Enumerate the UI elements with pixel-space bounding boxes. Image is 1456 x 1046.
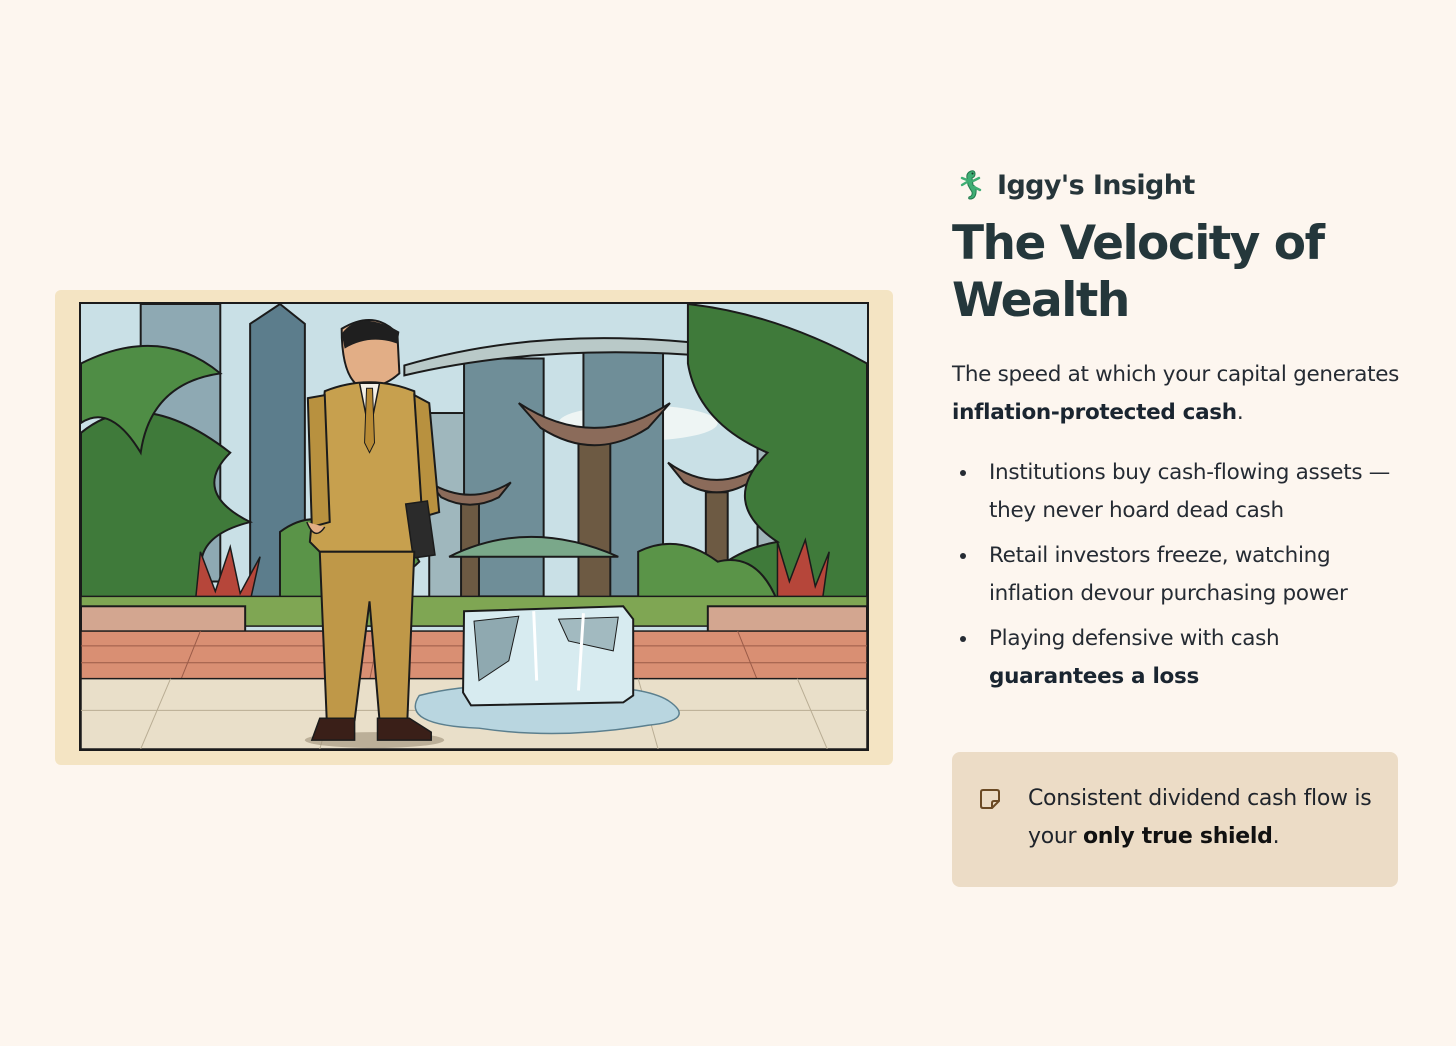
bullet-text: Retail investors freeze, watching inflation devour purchasing power <box>989 543 1348 606</box>
bullet-text: Playing defensive with cash <box>989 626 1280 651</box>
lead-text: The speed at which your capital generates <box>952 362 1400 387</box>
bullet-dot <box>960 470 966 476</box>
list-item <box>952 454 1402 529</box>
lead-paragraph <box>952 356 1402 432</box>
sticky-note-icon <box>979 788 1001 810</box>
key-takeaway-callout <box>952 752 1398 887</box>
gecko-icon <box>958 169 986 201</box>
bullet-emphasis: guarantees a loss <box>989 663 1199 689</box>
brand-header <box>952 165 1402 205</box>
illustration <box>79 302 869 751</box>
list-item <box>952 537 1402 612</box>
bullet-text: Institutions buy cash-flowing assets — they never hoard dead cash <box>989 460 1390 523</box>
illustration-frame <box>55 290 893 765</box>
lead-suffix: . <box>1236 400 1244 425</box>
lead-emphasis: inflation-protected cash <box>952 400 1237 425</box>
list-item <box>952 620 1402 695</box>
bullet-dot <box>960 553 966 559</box>
insight-bullet-list <box>952 454 1402 695</box>
insight-panel <box>952 165 1402 703</box>
callout-prefix: Consistent dividend cash flow is your <box>1028 786 1372 849</box>
bullet-dot <box>960 636 966 642</box>
callout-emphasis: only true shield <box>1082 824 1273 849</box>
brand-label: Iggy's Insight <box>997 169 1195 201</box>
callout-text <box>1028 780 1388 856</box>
insight-title: The Velocity of Wealth <box>952 216 1324 328</box>
callout-suffix: . <box>1272 824 1280 849</box>
